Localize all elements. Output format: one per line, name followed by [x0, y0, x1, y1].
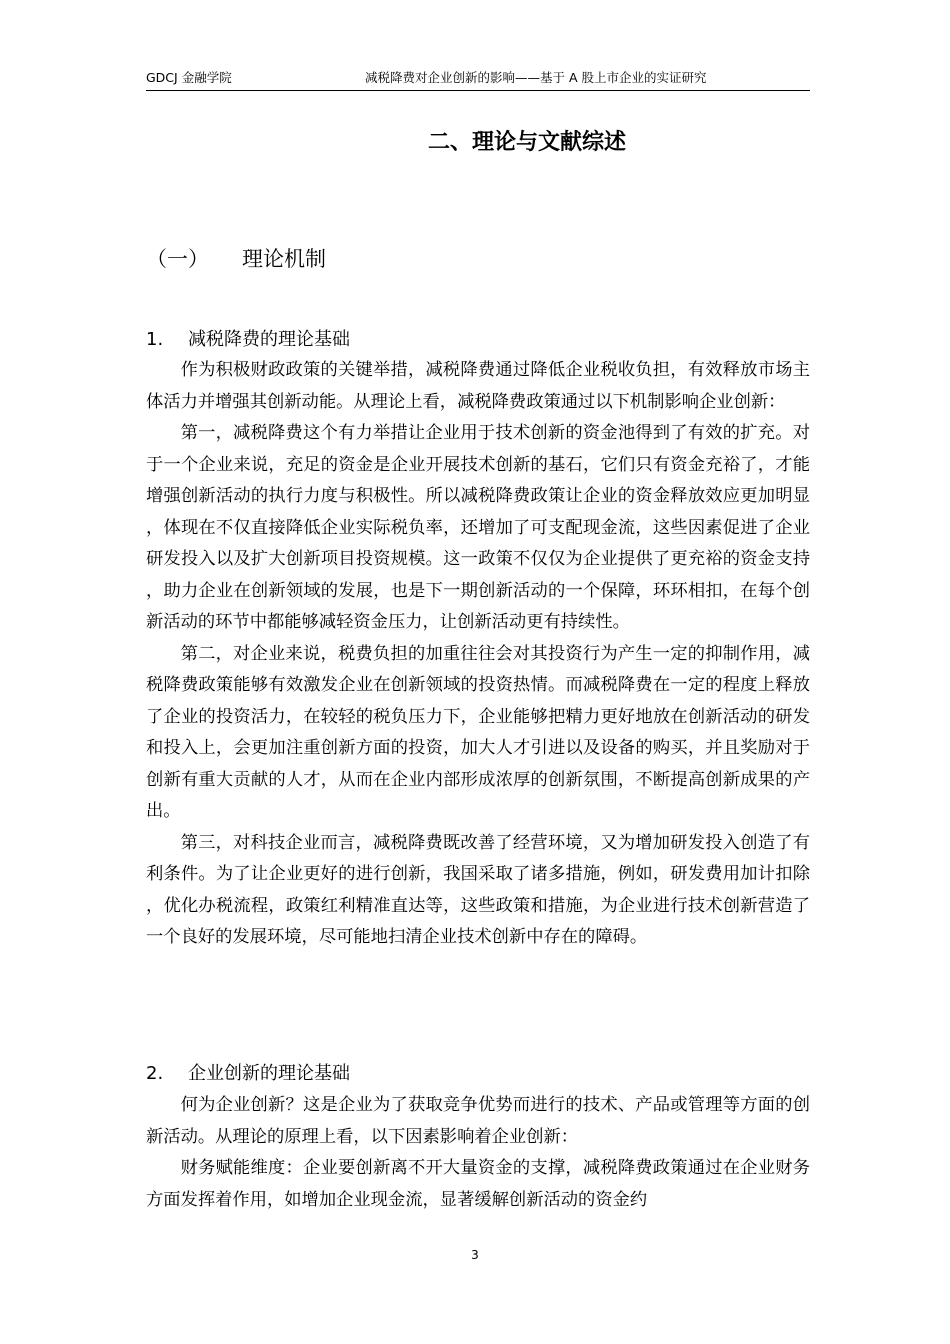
subsection-number: 1.: [146, 329, 164, 350]
header-thesis-title: 减税降费对企业创新的影响——基于 A 股上市企业的实证研究: [365, 70, 707, 85]
page-header: [146, 68, 810, 91]
subsection-heading-1: [146, 326, 350, 354]
paragraph: 第一，减税降费这个有力举措让企业用于技术创新的资金池得到了有效的扩充。对于一个企业来说，充足的资金是企业开展技术创新的基石，它们只有资金充裕了，才能增强创新活动的执行力度与积极性。所以减税降费政策让企业的资金释放效应更加明显，体现在不仅直接降低企业实际税负率，还增加了可支配现金流，这些因素促进了企业研发投入以及扩大创新项目投资规模。这一政策不仅仅为企业提供了更充裕的资金支持，助力企业在创新领域的发展，也是下一期创新活动的一个保障，环环相扣，在每个创新活动的环节中都能够减轻资金压力，让创新活动更有持续性。: [146, 423, 810, 632]
subsection-body-1: [146, 355, 810, 954]
subsection-body-2: [146, 1090, 810, 1216]
section-title: 理论机制: [242, 247, 326, 271]
chapter-title: 二、理论与文献综述: [428, 130, 627, 155]
section-number: （一）: [146, 247, 209, 271]
section-heading: [146, 243, 326, 275]
paragraph: 第三，对科技企业而言，减税降费既改善了经营环境，又为增加研发投入创造了有利条件。为了让企业更好的进行创新，我国采取了诸多措施，例如，研发费用加计扣除，优化办税流程，政策红利精准直达等，这些政策和措施，为企业进行技术创新营造了一个良好的发展环境，尽可能地扫清企业技术创新中存在的障碍。: [146, 832, 810, 947]
header-institution: GDCJ 金融学院: [146, 70, 232, 85]
paragraph: 财务赋能维度：企业要创新离不开大量资金的支撑，减税降费政策通过在企业财务方面发挥着作用，如增加企业现金流，显著缓解创新活动的资金约: [146, 1158, 810, 1210]
subsection-number: 2.: [146, 1063, 164, 1084]
subsection-title: 减税降费的理论基础: [188, 329, 350, 350]
page-number: 3: [471, 1248, 479, 1262]
paragraph: 第二，对企业来说，税费负担的加重往往会对其投资行为产生一定的抑制作用，减税降费政策能够有效激发企业在创新领域的投资热情。而减税降费在一定的程度上释放了企业的投资活力，在较轻的税负压力下，企业能够把精力更好地放在创新活动的研发和投入上，会更加注重创新方面的投资，加大人才引进以及设备的购买，并且奖励对于创新有重大贡献的人才，从而在企业内部形成浓厚的创新氛围，不断提高创新成果的产出。: [146, 643, 810, 821]
subsection-heading-2: [146, 1060, 350, 1088]
paragraph: 何为企业创新？这是企业为了获取竞争优势而进行的技术、产品或管理等方面的创新活动。从理论的原理上看，以下因素影响着企业创新：: [146, 1095, 810, 1147]
subsection-title: 企业创新的理论基础: [188, 1063, 350, 1084]
paragraph: 作为积极财政政策的关键举措，减税降费通过降低企业税收负担，有效释放市场主体活力并增强其创新动能。从理论上看，减税降费政策通过以下机制影响企业创新：: [146, 360, 810, 412]
